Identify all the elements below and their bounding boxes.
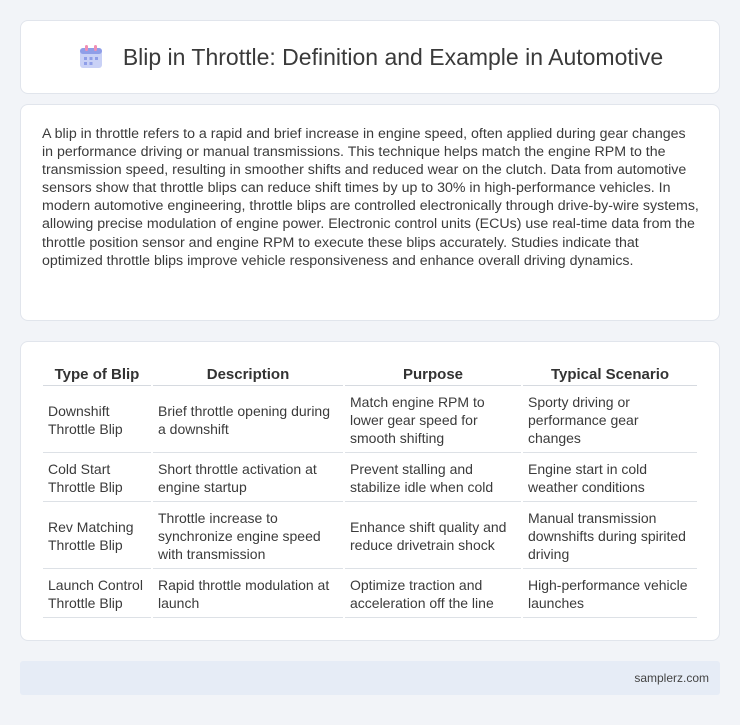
cell-scenario: Engine start in cold weather conditions <box>523 453 697 502</box>
cell-purpose: Prevent stalling and stabilize idle when cold <box>345 453 521 502</box>
cell-description: Short throttle activation at engine startup <box>153 453 343 502</box>
table-row <box>43 502 697 569</box>
cell-scenario: High-performance vehicle launches <box>523 569 697 618</box>
table-row <box>43 453 697 502</box>
calendar-icon <box>77 43 105 71</box>
cell-scenario: Sporty driving or performance gear changes <box>523 386 697 453</box>
cell-purpose: Match engine RPM to lower gear speed for smooth shifting <box>345 386 521 453</box>
column-header-description: Description <box>153 364 343 386</box>
cell-description: Brief throttle opening during a downshift <box>153 386 343 453</box>
blip-types-table <box>41 364 699 618</box>
cell-type: Downshift Throttle Blip <box>43 386 151 453</box>
description-text: A blip in throttle refers to a rapid and brief increase in engine speed, often applied during gear changes in performance driving or manual transmissions. This technique helps match the engine RPM to the transmission speed, resulting in smoother shifts and reduced wear on the clutch. Data from automotive sensors show that throttle blips can reduce shift times by up to 30% in high-performance vehicles. In modern automotive engineering, throttle blips are controlled electronically through drive-by-wire systems, allowing precise modulation of engine power. Electronic control units (ECUs) use real-time data from the throttle position sensor and engine RPM to execute these blips accurately. Studies indicate that optimized throttle blips improve vehicle responsiveness and enhance overall driving dynamics. <box>42 126 699 269</box>
column-header-type: Type of Blip <box>43 364 151 386</box>
footer-site-link[interactable]: samplerz.com <box>634 671 709 685</box>
table-row <box>43 386 697 453</box>
description-card <box>20 104 720 321</box>
cell-description: Throttle increase to synchronize engine speed with transmission <box>153 502 343 569</box>
table-header-row <box>43 364 697 386</box>
cell-description: Rapid throttle modulation at launch <box>153 569 343 618</box>
cell-type: Cold Start Throttle Blip <box>43 453 151 502</box>
header-card <box>20 20 720 94</box>
cell-purpose: Optimize traction and acceleration off the line <box>345 569 521 618</box>
table-card <box>20 341 720 641</box>
cell-scenario: Manual transmission downshifts during spirited driving <box>523 502 697 569</box>
cell-purpose: Enhance shift quality and reduce drivetrain shock <box>345 502 521 569</box>
table-row <box>43 569 697 618</box>
cell-type: Rev Matching Throttle Blip <box>43 502 151 569</box>
column-header-purpose: Purpose <box>345 364 521 386</box>
footer <box>20 661 720 695</box>
cell-type: Launch Control Throttle Blip <box>43 569 151 618</box>
column-header-scenario: Typical Scenario <box>523 364 697 386</box>
page-title: Blip in Throttle: Definition and Example in Automotive <box>122 43 664 70</box>
